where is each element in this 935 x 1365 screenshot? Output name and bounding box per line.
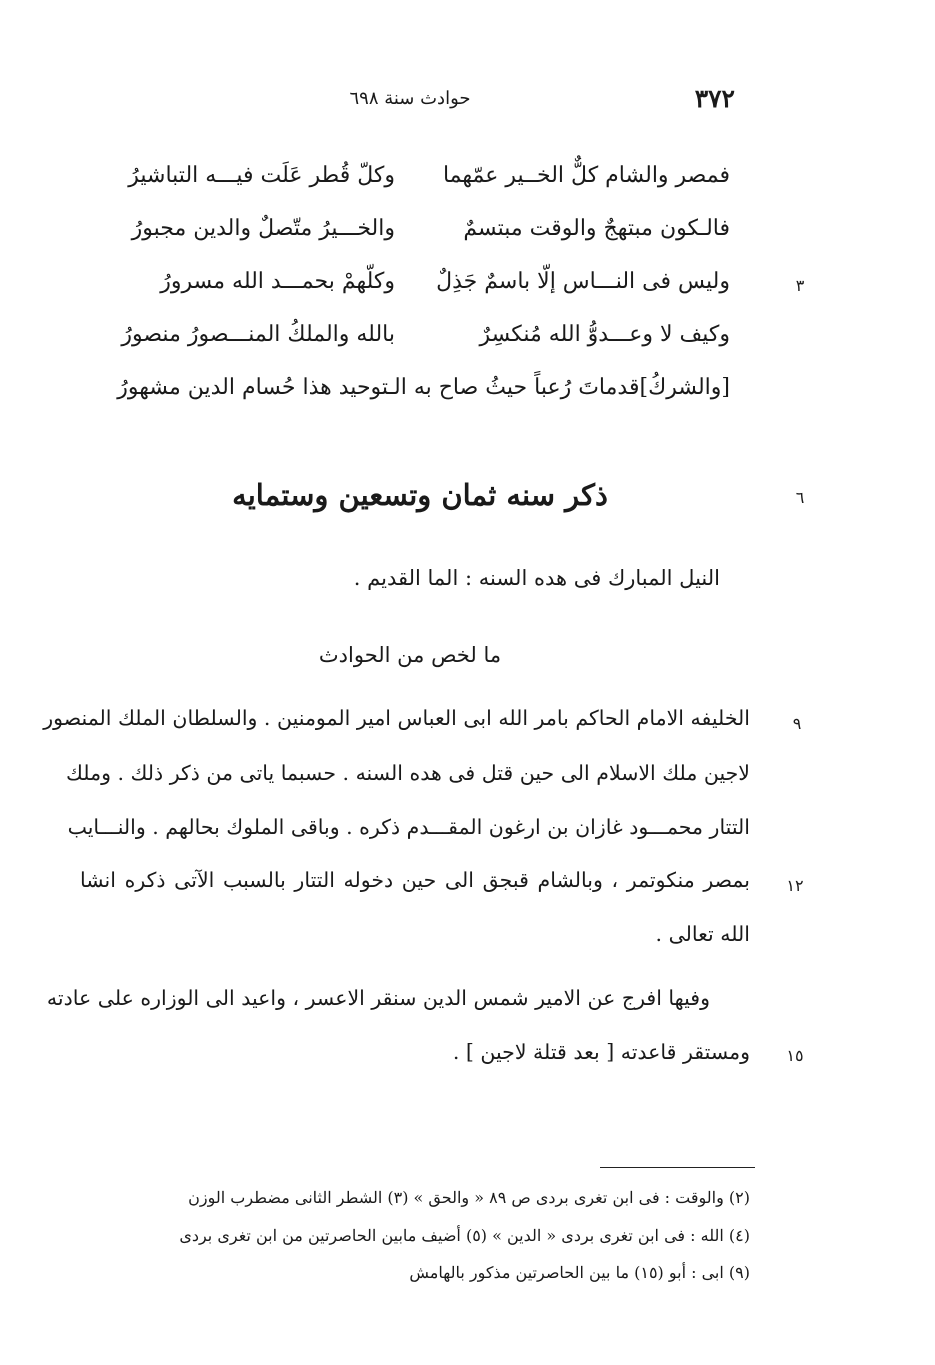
events-subheading: ما لخص من الحوادث	[318, 643, 502, 667]
page-number: ٣٧٢	[694, 84, 735, 113]
line-number: ١٥	[786, 1046, 804, 1065]
poem-line	[110, 163, 730, 203]
poem-line	[110, 269, 730, 309]
footnote-line: (٢) والوقت : فى ابن تغرى بردى ص ٨٩ « والحق » (٣) الشطر الثانى مضطرب الوزن	[188, 1188, 750, 1207]
footnote-line: (٤) الله : فى ابن تغرى بردى « الدين » (٥) أضيف مابين الحاصرتين من ابن تغرى بردى	[179, 1226, 750, 1245]
poem-hemistich-first: وكيف لا وعـــدوُّ الله مُنكسِرٌ	[479, 322, 730, 347]
paragraph-line: التتار محمـــود غازان بن ارغون المقـــدم ذكره . وباقى الملوك بحالهم . والنـــايب	[67, 815, 750, 839]
poem-hemistich-second: بالله والملكُ المنـــصورُ منصورُ	[121, 322, 395, 347]
paragraph-line: وفيها افرج عن الامير شمس الدين سنقر الاعسر ، واعيد الى الوزاره على عادته	[46, 986, 710, 1010]
poem-line	[110, 322, 730, 362]
paragraph-line: ومستقر قاعدته [ بعد قتلة لاجين ] .	[452, 1040, 750, 1064]
paragraph-line: بمصر منكوتمر ، وبالشام قبجق الى حين دخوله التتار بالسبب الآتى ذكره انشا	[80, 868, 750, 892]
poem-line	[110, 375, 730, 415]
poem-hemistich-second: والخـــيرُ متّصلٌ والدين مجبورُ	[131, 216, 395, 241]
poem-hemistich-first: وليس فى النـــاس إلّا باسمٌ جَذِلٌ	[436, 269, 730, 294]
poem-hemistich-first: [والشركُ]قدماتَ رُعباً حيثُ صاح به الـ	[387, 375, 730, 400]
poem-hemistich-second: وكلّ قُطر عَلَت فيـــه التباشيرُ	[128, 163, 395, 188]
poem-hemistich-second: وكلّهمْ بحمـــد الله مسرورُ	[160, 269, 395, 294]
footnote-separator	[600, 1167, 755, 1168]
section-heading: ذكر سنه ثمان وتسعين وستمايه	[232, 478, 608, 512]
paragraph-line: لاجين ملك الاسلام الى حين قتل فى هده السنه . حسبما ياتى من ذكر ذلك . وملك	[66, 761, 750, 785]
poem-hemistich-first: فمصر والشام كلٌّ الخــير عمّهما	[442, 163, 730, 188]
line-number: ٩	[792, 714, 802, 733]
line-number: ٦	[795, 488, 805, 507]
paragraph-line: الله تعالى .	[655, 922, 750, 946]
nile-report: النيل المبارك فى هده السنه : الما القديم .	[353, 566, 720, 590]
poem-line	[110, 216, 730, 256]
footnote-line: (٩) ابى : أبو (١٥) ما بين الحاصرتين مذكور بالهامش	[409, 1263, 750, 1282]
line-number: ١٢	[786, 876, 804, 895]
line-number: ٣	[795, 276, 805, 295]
paragraph-line: الخليفه الامام الحاكم بامر الله ابى العباس امير المومنين . والسلطان الملك المنصور	[43, 706, 750, 730]
running-head: حوادث سنة ٦٩٨	[349, 88, 471, 109]
poem-hemistich-first: فالـكون مبتهجٌ والوقت مبتسمٌ	[463, 216, 730, 241]
poem-hemistich-second: ـتوحيد هذا حُسام الدين مشهورُ	[117, 375, 395, 400]
